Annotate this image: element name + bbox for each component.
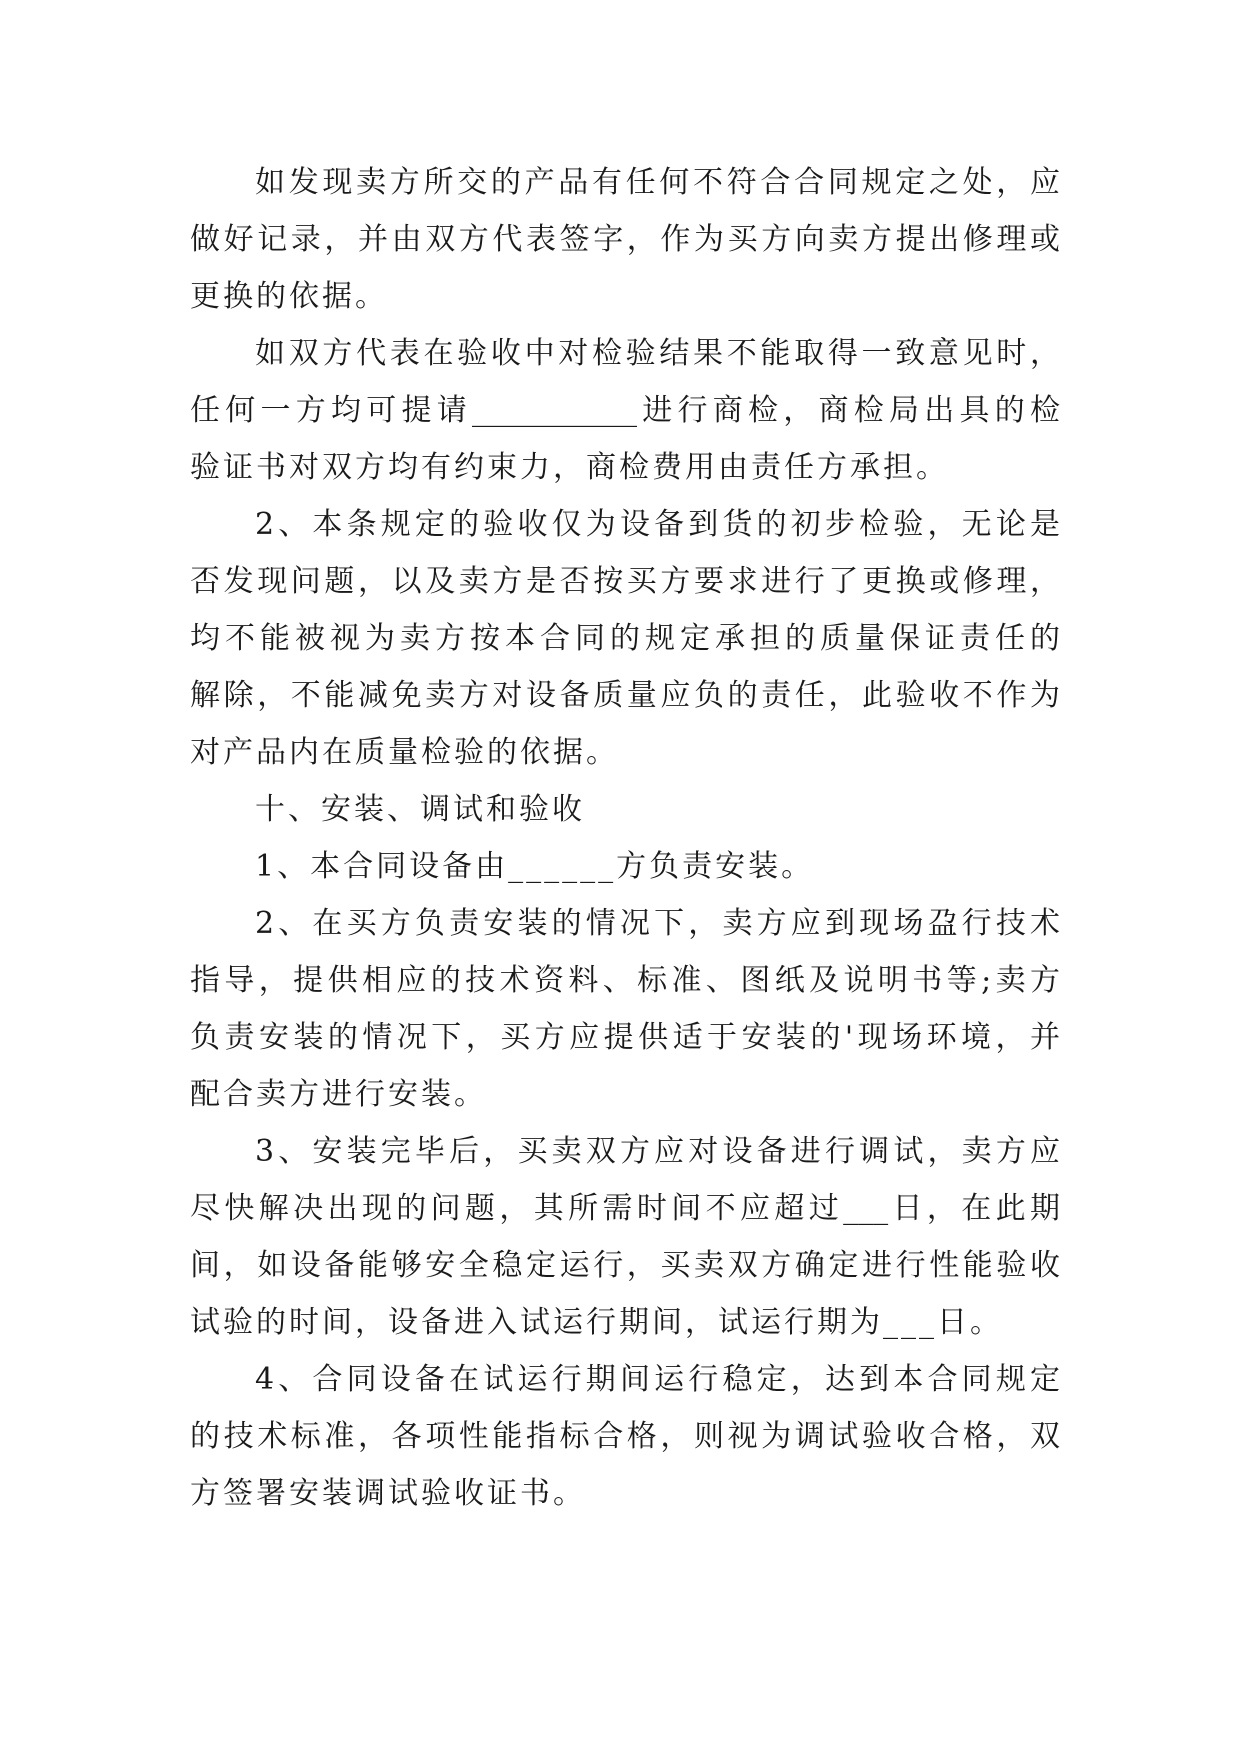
text-line: 间，如设备能够安全稳定运行，买卖双方确定进行性能验收 xyxy=(190,1248,1060,1283)
text-line: 验证书对双方均有约束力，商检费用由责任方承担。 xyxy=(190,450,949,485)
text-line: 配合卖方进行安装。 xyxy=(190,1077,487,1112)
text-line: 做好记录，并由双方代表签字，作为买方向卖方提出修理或 xyxy=(190,222,1060,257)
section-heading: 十、安装、调试和验收 xyxy=(255,792,585,827)
text-line: 否发现问题，以及卖方是否按买方要求进行了更换或修理， xyxy=(190,564,1060,599)
text-line: 的技术标准，各项性能指标合格，则视为调试验收合格，双 xyxy=(190,1419,1060,1454)
text-line: 如发现卖方所交的产品有任何不符合合同规定之处，应 xyxy=(255,165,1060,200)
text-line: 更换的依据。 xyxy=(190,279,388,314)
text-line: 1、本合同设备由______方负责安装。 xyxy=(255,849,815,884)
text-line: 尽快解决出现的问题，其所需时间不应超过___日，在此期 xyxy=(190,1191,1060,1226)
text-line: 对产品内在质量检验的依据。 xyxy=(190,735,619,770)
text-line: 解除，不能减免卖方对设备质量应负的责任，此验收不作为 xyxy=(190,678,1060,713)
text-line: 任何一方均可提请___________进行商检，商检局出具的检 xyxy=(190,393,1060,428)
text-line: 如双方代表在验收中对检验结果不能取得一致意见时， xyxy=(255,336,1060,371)
text-line: 3、安装完毕后，买卖双方应对设备进行调试，卖方应 xyxy=(255,1134,1060,1169)
text-line: 方签署安装调试验收证书。 xyxy=(190,1476,586,1511)
text-line: 2、在买方负责安装的情况下，卖方应到现场盁行技术 xyxy=(255,906,1060,941)
text-line: 试验的时间，设备进入试运行期间，试运行期为___日。 xyxy=(190,1305,1003,1340)
text-line: 指导，提供相应的技术资料、标准、图纸及说明书等;卖方 xyxy=(190,963,1060,998)
text-line: 2、本条规定的验收仅为设备到货的初步检验，无论是 xyxy=(255,507,1060,542)
text-line: 均不能被视为卖方按本合同的规定承担的质量保证责任的 xyxy=(190,621,1060,656)
text-line: 负责安装的情况下，买方应提供适于安装的'现场环境，并 xyxy=(190,1020,1060,1055)
text-line: 4、合同设备在试运行期间运行稳定，达到本合同规定 xyxy=(255,1362,1060,1397)
